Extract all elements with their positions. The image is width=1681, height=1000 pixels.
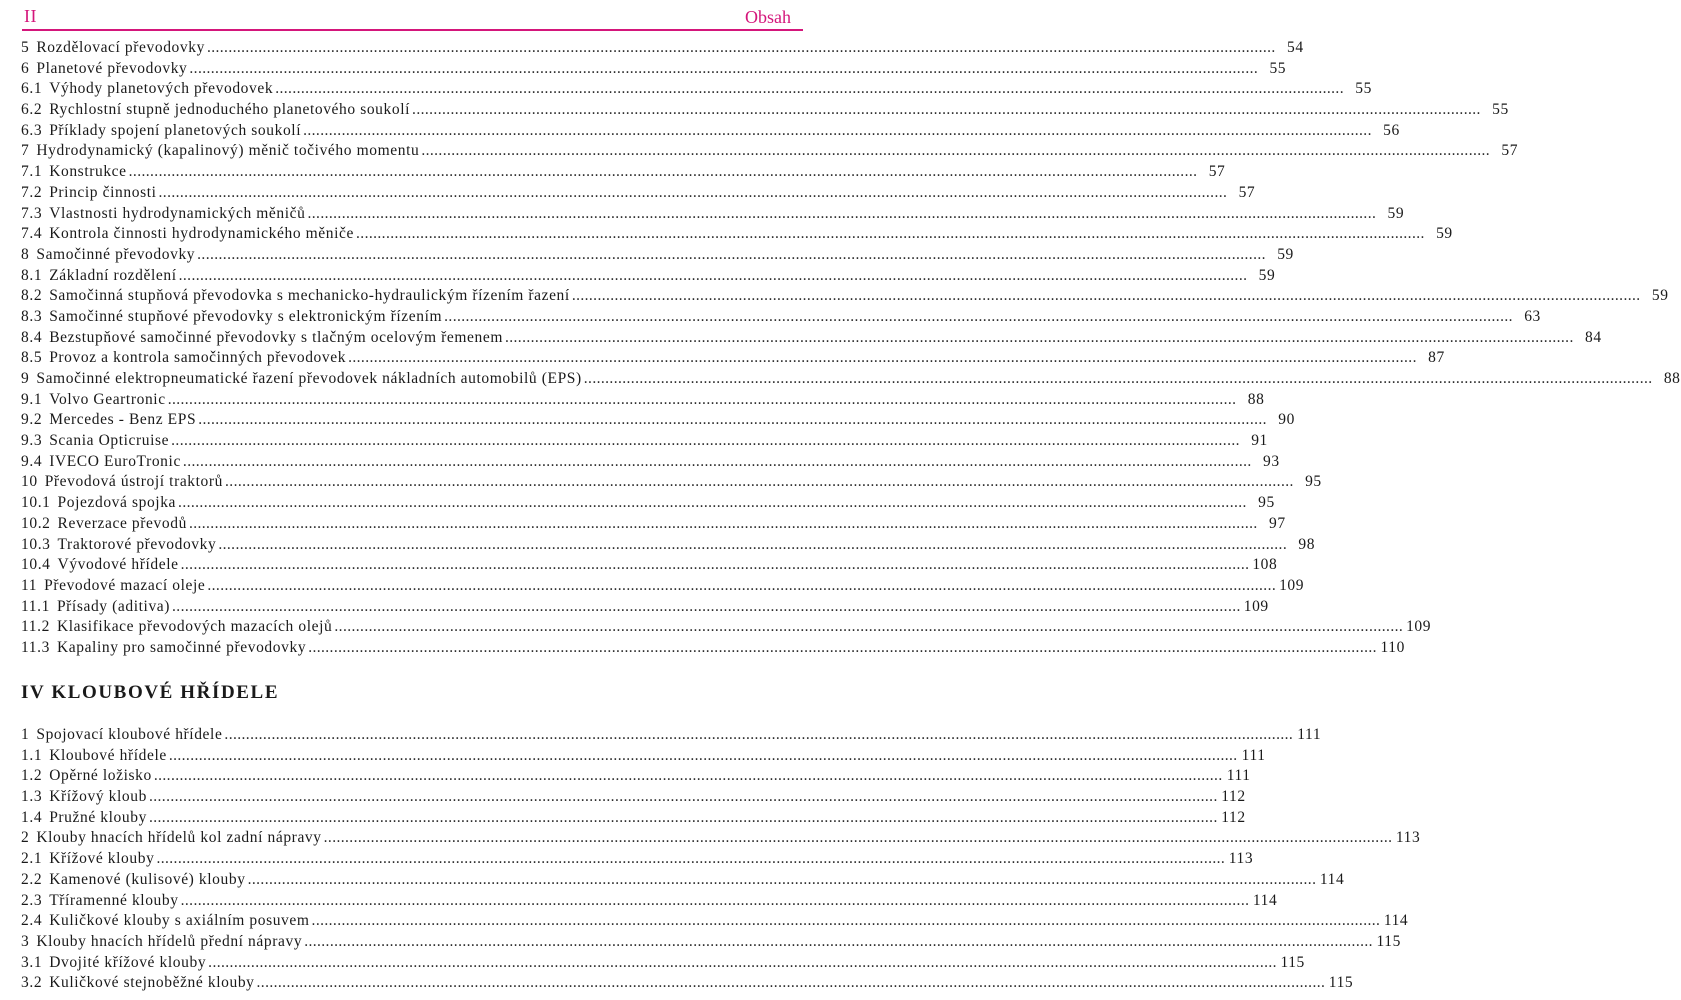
toc-entry-title: Samočinné elektropneumatické řazení převodovek nákladních automobilů (EPS) — [36, 370, 582, 387]
toc-entry[interactable] — [21, 767, 1251, 788]
toc-entry-title: Traktorové převodovky — [57, 535, 217, 553]
toc-entry-number: 1.2 — [21, 767, 43, 785]
toc-entry-label — [21, 349, 346, 367]
toc-entry-label — [21, 473, 223, 491]
toc-entry-title: Samočinná stupňová převodovka s mechanicko-hydraulickým řízením řazení — [49, 287, 570, 305]
toc-entry-number: 7.1 — [21, 163, 43, 181]
toc-entry-number: 2.2 — [21, 870, 43, 888]
toc-entry-number: 9 — [21, 370, 30, 387]
toc-entry-label — [21, 809, 147, 827]
toc-entry-page: 63 — [1524, 307, 1541, 325]
toc-entry-page: 55 — [1269, 59, 1287, 77]
toc-entry[interactable] — [21, 808, 1246, 830]
toc-entry-title: Samočinné stupňové převodovky s elektronickým řízením — [49, 307, 443, 325]
toc-leader-dots — [324, 829, 1393, 847]
toc-entry[interactable] — [21, 101, 1509, 122]
toc-entry-page: 88 — [1663, 370, 1681, 387]
toc-entry-label — [21, 577, 205, 595]
toc-entry-title: Pružné klouby — [49, 808, 147, 826]
toc-entry-number: 8.3 — [21, 307, 43, 325]
toc-entry[interactable] — [21, 287, 1669, 308]
toc-entry-page: 115 — [1328, 974, 1354, 992]
toc-entry-label — [21, 536, 216, 554]
toc-entry-page: 114 — [1383, 912, 1409, 930]
toc-entry-title: Samočinné převodovky — [36, 245, 196, 263]
toc-entry[interactable] — [21, 974, 1354, 995]
toc-entry-number: 1 — [21, 726, 30, 743]
toc-entry-number: 11.3 — [21, 638, 50, 656]
toc-entry-page: 97 — [1268, 514, 1286, 532]
toc-entry-number: 11.2 — [21, 618, 50, 636]
toc-entry-label — [21, 391, 166, 409]
toc-list-part1 — [21, 39, 1681, 660]
toc-leader-dots — [168, 391, 1237, 409]
toc-entry-title: Rychlostní stupně jednoduchého planetového soukolí — [49, 101, 411, 119]
toc-entry-page: 114 — [1319, 870, 1345, 888]
toc-entry-label — [21, 411, 196, 429]
toc-entry-title: Provoz a kontrola samočinných převodovek — [49, 349, 347, 367]
toc-entry-page: 110 — [1380, 638, 1405, 656]
toc-entry[interactable] — [21, 204, 1405, 226]
toc-entry-label — [21, 726, 222, 744]
page-header — [0, 0, 821, 32]
toc-entry[interactable] — [21, 307, 1541, 329]
toc-entry[interactable] — [21, 788, 1246, 809]
toc-entry-title: Spojovací kloubové hřídele — [36, 726, 223, 743]
toc-entry-title: Kontrola činnosti hydrodynamického měniče — [49, 225, 355, 243]
toc-entry-number: 1.1 — [21, 746, 43, 764]
toc-entry[interactable] — [21, 411, 1295, 432]
toc-entry-title: Vývodové hřídele — [57, 556, 179, 574]
toc-entry[interactable] — [21, 59, 1287, 81]
toc-leader-dots — [303, 122, 1372, 140]
toc-entry-number: 9.1 — [21, 390, 43, 408]
toc-entry-page: 59 — [1436, 225, 1453, 243]
toc-entry-label — [21, 142, 419, 160]
toc-leader-dots — [224, 726, 1293, 744]
toc-leader-dots — [421, 142, 1490, 160]
toc-entry[interactable] — [21, 870, 1345, 892]
toc-entry-page: 114 — [1252, 891, 1278, 909]
toc-leader-dots — [159, 184, 1228, 202]
toc-entry-number: 9.4 — [21, 452, 43, 470]
toc-leader-dots — [207, 39, 1276, 57]
toc-entry-label — [21, 639, 306, 657]
toc-entry-title: Scania Opticruise — [49, 432, 170, 450]
toc-entry-label — [21, 556, 179, 574]
toc-leader-dots — [412, 101, 1481, 119]
toc-entry-label — [21, 871, 246, 889]
toc-entry-title: Planetové převodovky — [36, 59, 188, 77]
toc-leader-dots — [181, 892, 1250, 910]
toc-entry-label — [21, 205, 306, 223]
toc-entry-title: Kamenové (kulisové) klouby — [49, 870, 246, 888]
toc-entry-page: 55 — [1355, 80, 1372, 98]
toc-entry-number: 10.4 — [21, 556, 51, 574]
toc-entry-label — [21, 892, 179, 910]
toc-leader-dots — [334, 618, 1403, 636]
toc-entry-number: 10.3 — [21, 535, 51, 553]
toc-entry[interactable] — [21, 494, 1275, 515]
toc-entry[interactable] — [21, 932, 1401, 954]
toc-entry-label — [21, 184, 157, 202]
toc-entry[interactable] — [21, 473, 1322, 494]
toc-entry-label — [21, 747, 167, 765]
toc-list-part2 — [21, 726, 1421, 995]
toc-entry[interactable] — [21, 432, 1268, 453]
toc-entry-title: Hydrodynamický (kapalinový) měnič točivého momentu — [36, 142, 420, 160]
toc-entry-number: 8 — [21, 245, 30, 263]
toc-entry-number: 5 — [21, 39, 30, 56]
toc-entry[interactable] — [21, 535, 1316, 557]
toc-entry-title: Kloubové hřídele — [49, 746, 167, 764]
toc-leader-dots — [348, 349, 1417, 367]
toc-entry-label — [21, 494, 176, 512]
toc-entry-number: 8.5 — [21, 349, 43, 367]
toc-leader-dots — [154, 767, 1223, 785]
toc-entry[interactable] — [21, 618, 1432, 639]
toc-entry-page: 115 — [1280, 953, 1305, 971]
toc-entry-page: 113 — [1228, 850, 1254, 868]
toc-entry[interactable] — [21, 829, 1421, 850]
toc-entry-page: 108 — [1252, 556, 1278, 574]
toc-entry-page: 59 — [1277, 245, 1294, 263]
toc-entry-page: 112 — [1221, 808, 1246, 826]
toc-entry[interactable] — [21, 850, 1254, 871]
toc-leader-dots — [197, 246, 1266, 264]
toc-leader-dots — [156, 850, 1225, 868]
toc-entry-label — [21, 829, 322, 847]
toc-entry-label — [21, 788, 147, 806]
toc-leader-dots — [308, 205, 1377, 223]
toc-entry-title: Výhody planetových převodovek — [49, 80, 274, 98]
toc-entry[interactable] — [21, 726, 1322, 747]
toc-entry-label — [21, 598, 170, 616]
toc-leader-dots — [257, 974, 1326, 992]
toc-leader-dots — [572, 287, 1641, 305]
toc-leader-dots — [189, 60, 1258, 78]
toc-entry-number: 2.4 — [21, 912, 43, 930]
toc-entry-title: IVECO EuroTronic — [49, 452, 181, 470]
toc-entry-number: 3.1 — [21, 953, 43, 971]
toc-leader-dots — [505, 329, 1574, 347]
toc-entry-page: 95 — [1258, 494, 1275, 512]
toc-leader-dots — [584, 370, 1653, 388]
toc-entry-title: Kapaliny pro samočinné převodovky — [56, 638, 307, 656]
running-title: Obsah — [745, 7, 791, 27]
toc-entry-label — [21, 974, 255, 992]
toc-leader-dots — [356, 225, 1425, 243]
toc-leader-dots — [218, 536, 1287, 554]
toc-entry-title: Klouby hnacích hřídelů kol zadní nápravy — [36, 829, 322, 847]
toc-entry[interactable] — [21, 349, 1445, 370]
toc-entry[interactable] — [21, 452, 1280, 474]
toc-entry[interactable] — [21, 142, 1519, 163]
toc-entry-title: Převodová ústrojí traktorů — [44, 473, 224, 491]
toc-entry[interactable] — [21, 953, 1305, 975]
toc-leader-dots — [129, 163, 1198, 181]
toc-entry-number: 9.3 — [21, 432, 43, 450]
toc-entry-label — [21, 767, 152, 785]
toc-entry-page: 109 — [1243, 597, 1269, 615]
toc-leader-dots — [172, 598, 1241, 616]
toc-entry-label — [21, 432, 169, 450]
toc-entry-title: Dvojité křížové klouby — [49, 953, 207, 971]
toc-leader-dots — [198, 411, 1267, 429]
toc-entry-title: Princip činnosti — [49, 183, 157, 201]
toc-entry-number: 2 — [21, 829, 30, 847]
toc-entry-number: 6 — [21, 59, 30, 77]
toc-leader-dots — [178, 494, 1247, 512]
toc-entry-title: Konstrukce — [49, 163, 127, 181]
toc-entry-page: 57 — [1208, 163, 1226, 181]
toc-entry-number: 6.3 — [21, 121, 43, 139]
toc-entry-title: Tříramenné klouby — [49, 891, 179, 909]
toc-entry-label — [21, 287, 570, 305]
toc-entry-title: Mercedes - Benz EPS — [49, 411, 197, 429]
toc-entry-page: 91 — [1251, 432, 1268, 450]
toc-entry-number: 7.2 — [21, 183, 43, 201]
toc-entry-label — [21, 515, 187, 533]
toc-entry-page: 93 — [1262, 452, 1280, 470]
toc-entry[interactable] — [21, 370, 1681, 391]
toc-entry[interactable] — [21, 225, 1453, 246]
toc-entry-page: 111 — [1226, 767, 1251, 785]
toc-entry-page: 109 — [1406, 618, 1432, 636]
toc-entry-number: 2.3 — [21, 891, 43, 909]
toc-entry-page: 111 — [1241, 746, 1266, 764]
toc-entry-number: 1.4 — [21, 808, 43, 826]
toc-entry-number: 11 — [21, 576, 38, 594]
toc-entry-number: 2.1 — [21, 850, 43, 868]
toc-entry-number: 3.2 — [21, 974, 43, 992]
toc-leader-dots — [304, 933, 1373, 951]
toc-entry-title: Klouby hnacích hřídelů přední nápravy — [36, 932, 303, 950]
toc-entry-number: 9.2 — [21, 411, 43, 429]
toc-entry-page: 56 — [1383, 121, 1400, 139]
toc-entry-title: Přísady (aditiva) — [56, 597, 171, 615]
toc-leader-dots — [189, 515, 1258, 533]
toc-leader-dots — [181, 556, 1250, 574]
toc-entry[interactable] — [21, 912, 1409, 933]
toc-entry-label — [21, 246, 195, 264]
toc-entry-page: 57 — [1238, 183, 1256, 201]
toc-entry-title: Opěrné ložisko — [49, 767, 152, 785]
toc-entry-page: 113 — [1395, 829, 1421, 847]
toc-entry-title: Volvo Geartronic — [49, 390, 166, 408]
toc-entry-number: 7.3 — [21, 204, 43, 222]
toc-entry[interactable] — [21, 121, 1400, 143]
toc-entry[interactable] — [21, 746, 1266, 768]
toc-entry-label — [21, 308, 442, 326]
toc-entry-number: 7 — [21, 142, 30, 160]
toc-entry-title: Kuličkové klouby s axiálním posuvem — [49, 912, 310, 930]
toc-entry[interactable] — [21, 328, 1602, 350]
toc-leader-dots — [312, 912, 1381, 930]
toc-entry-number: 10 — [21, 473, 38, 491]
toc-entry-label — [21, 912, 310, 930]
toc-leader-dots — [207, 577, 1276, 595]
toc-entry-title: Křížový kloub — [49, 788, 147, 806]
toc-entry-page: 55 — [1492, 101, 1509, 119]
toc-leader-dots — [149, 809, 1218, 827]
toc-entry-label — [21, 101, 410, 119]
toc-entry-label — [21, 39, 205, 57]
toc-entry-title: Rozdělovací převodovky — [36, 39, 205, 56]
toc-entry-title: Příklady spojení planetových soukolí — [49, 121, 302, 139]
toc-entry-number: 6.2 — [21, 101, 43, 119]
toc-entry-number: 8.4 — [21, 328, 43, 346]
toc-entry-page: 95 — [1305, 473, 1322, 491]
toc-entry-page: 115 — [1376, 932, 1401, 950]
toc-entry-label — [21, 370, 582, 388]
toc-entry-title: Bezstupňové samočinné převodovky s tlačným ocelovým řemenem — [49, 328, 503, 346]
toc-entry-label — [21, 60, 187, 78]
toc-leader-dots — [169, 747, 1238, 765]
toc-entry-page: 111 — [1297, 726, 1322, 743]
toc-leader-dots — [444, 308, 1513, 326]
toc-entry-label — [21, 933, 302, 951]
toc-entry-number: 11.1 — [21, 597, 50, 615]
toc-entry-number: 3 — [21, 932, 30, 950]
toc-entry-number: 10.2 — [21, 514, 51, 532]
toc-entry-label — [21, 267, 177, 285]
toc-leader-dots — [308, 639, 1377, 657]
header-rule — [22, 29, 803, 31]
toc-entry[interactable] — [21, 638, 1405, 660]
toc-entry[interactable] — [21, 390, 1265, 412]
toc-entry-label — [21, 225, 354, 243]
toc-leader-dots — [248, 871, 1317, 889]
toc-entry-title: Kuličkové stejnoběžné klouby — [49, 974, 255, 992]
toc-entry-label — [21, 850, 154, 868]
toc-entry[interactable] — [21, 576, 1305, 598]
toc-entry-number: 8.2 — [21, 287, 43, 305]
toc-entry-title: Pojezdová spojka — [57, 494, 177, 512]
toc-entry[interactable] — [21, 266, 1276, 288]
toc-entry[interactable] — [21, 39, 1304, 60]
toc-entry[interactable] — [21, 80, 1372, 101]
toc-entry-page: 54 — [1287, 39, 1304, 56]
toc-entry[interactable] — [21, 163, 1226, 184]
toc-entry[interactable] — [21, 597, 1269, 619]
toc-entry[interactable] — [21, 514, 1286, 536]
toc-leader-dots — [179, 267, 1248, 285]
toc-entry-number: 6.1 — [21, 80, 43, 98]
toc-entry-page: 88 — [1247, 390, 1265, 408]
toc-entry[interactable] — [21, 891, 1278, 913]
toc-entry[interactable] — [21, 556, 1278, 577]
toc-entry-number: 1.3 — [21, 788, 43, 806]
toc-entry-page: 59 — [1651, 287, 1669, 305]
toc-entry-number: 8.1 — [21, 266, 43, 284]
toc-entry-page: 112 — [1221, 788, 1246, 806]
toc-entry-label — [21, 453, 181, 471]
toc-entry-title: Vlastnosti hydrodynamických měničů — [49, 204, 306, 222]
toc-entry-title: Klasifikace převodových mazacích olejů — [56, 618, 333, 636]
toc-entry[interactable] — [21, 245, 1294, 267]
toc-entry-page: 59 — [1387, 204, 1405, 222]
section-heading: IV KLOUBOVÉ HŘÍDELE — [21, 682, 280, 703]
toc-entry[interactable] — [21, 183, 1256, 205]
toc-leader-dots — [275, 80, 1344, 98]
toc-leader-dots — [183, 453, 1252, 471]
toc-entry-label — [21, 329, 503, 347]
toc-leader-dots — [171, 432, 1240, 450]
toc-entry-label — [21, 954, 206, 972]
toc-leader-dots — [149, 788, 1218, 806]
toc-entry-title: Křížové klouby — [49, 850, 155, 868]
toc-entry-page: 109 — [1279, 576, 1305, 594]
page-number: II — [24, 6, 37, 26]
toc-entry-title: Převodové mazací oleje — [44, 576, 206, 594]
toc-entry-page: 87 — [1428, 349, 1445, 367]
toc-entry-label — [21, 122, 301, 140]
toc-entry-page: 57 — [1501, 142, 1519, 160]
toc-entry-page: 84 — [1585, 328, 1602, 346]
toc-leader-dots — [225, 473, 1294, 491]
toc-entry-label — [21, 80, 273, 98]
toc-entry-page: 98 — [1298, 535, 1316, 553]
toc-entry-number: 10.1 — [21, 494, 51, 512]
toc-leader-dots — [208, 954, 1277, 972]
toc-entry-page: 59 — [1258, 266, 1276, 284]
toc-entry-label — [21, 163, 127, 181]
toc-entry-title: Reverzace převodů — [57, 514, 187, 532]
toc-entry-page: 90 — [1278, 411, 1295, 429]
toc-entry-number: 7.4 — [21, 225, 43, 243]
toc-entry-title: Základní rozdělení — [49, 266, 177, 284]
toc-entry-label — [21, 618, 332, 636]
